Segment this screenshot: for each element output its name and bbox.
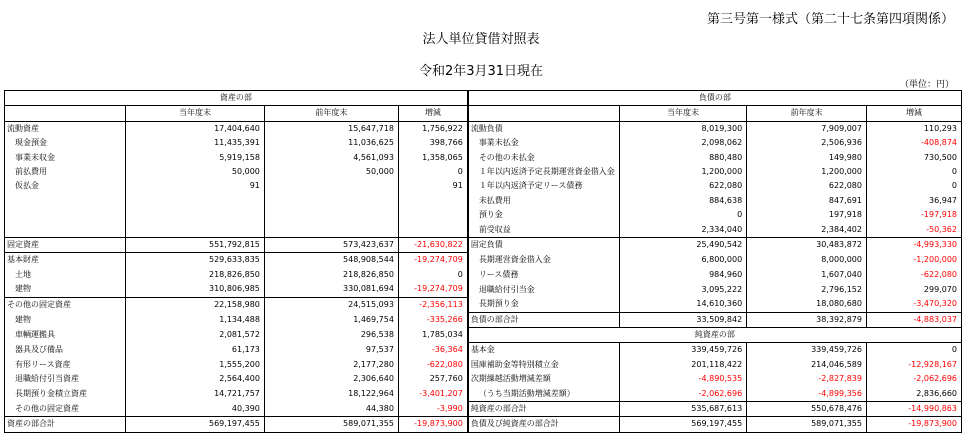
asset-change-cell: -3,990 <box>398 402 467 417</box>
asset-previous-year-cell: 44,380 <box>264 402 398 417</box>
asset-item-cell: 退職給付引当資産 <box>15 374 79 384</box>
liability-previous-year-cell: 622,080 <box>747 179 867 193</box>
table-row <box>5 328 962 343</box>
asset-current-year-cell: 11,435,391 <box>126 136 265 150</box>
net-assets-section-header: 純資産の部 <box>468 328 962 343</box>
liability-current-year-cell: 2,098,062 <box>619 136 746 150</box>
liability-current-year-cell: 984,960 <box>619 268 746 282</box>
asset-previous-year-cell: 2,177,280 <box>264 358 398 372</box>
asset-change-cell: -335,266 <box>398 312 467 327</box>
asset-change-cell <box>398 194 467 208</box>
asset-previous-year-cell: 2,306,640 <box>264 372 398 386</box>
liabilities-previous-year-header: 前年度末 <box>747 106 867 121</box>
liability-current-year-cell: 25,490,542 <box>619 238 746 253</box>
asset-change-cell: 0 <box>398 165 467 179</box>
liability-item-cell: 国庫補助金等特別積立金 <box>468 358 620 372</box>
liability-previous-year-cell: 2,384,402 <box>747 223 867 238</box>
asset-current-year-cell: 40,390 <box>126 402 265 417</box>
liability-change-cell: 730,500 <box>866 151 961 165</box>
asset-previous-year-cell: 296,538 <box>264 328 398 343</box>
asset-change-cell: -36,364 <box>398 343 467 358</box>
asset-previous-year-cell: 589,071,355 <box>264 417 398 432</box>
asset-change-cell: 1,785,034 <box>398 328 467 343</box>
table-row <box>5 136 962 150</box>
liability-current-year-cell: 8,019,300 <box>619 121 746 136</box>
liabilities-item-header <box>468 106 620 121</box>
table-row <box>5 402 962 417</box>
liability-previous-year-cell: 2,506,936 <box>747 136 867 150</box>
table-row <box>5 343 962 358</box>
report-date: 令和2年3月31日現在 <box>418 64 544 79</box>
table-row <box>5 312 962 327</box>
asset-item-cell <box>5 223 126 238</box>
asset-previous-year-cell <box>264 208 398 222</box>
asset-change-cell: -19,274,709 <box>398 253 467 268</box>
liability-current-year-cell: 6,800,000 <box>619 253 746 268</box>
asset-previous-year-cell: 18,122,964 <box>264 387 398 402</box>
asset-current-year-cell <box>126 223 265 238</box>
asset-previous-year-cell <box>264 223 398 238</box>
liability-item-cell: 前受収益 <box>468 223 620 238</box>
assets-change-header: 増減 <box>398 106 467 121</box>
table-row <box>5 194 962 208</box>
asset-item-cell: その他の固定資産 <box>15 403 79 413</box>
liability-item-cell: 基本金 <box>468 343 620 358</box>
liability-item-cell: 流動負債 <box>468 121 620 136</box>
asset-item-cell: 建物 <box>15 284 31 294</box>
liability-item-cell: 長期預り金 <box>468 297 620 312</box>
table-row <box>5 151 962 165</box>
assets-item-header <box>5 106 126 121</box>
table-row <box>5 208 962 222</box>
liability-change-cell: 299,070 <box>866 282 961 297</box>
asset-item-cell: 仮払金 <box>15 181 39 191</box>
liability-item-cell: 負債の部合計 <box>468 312 620 327</box>
asset-current-year-cell <box>126 208 265 222</box>
table-row <box>5 238 962 253</box>
asset-item-cell: 車輌運搬具 <box>15 330 55 339</box>
asset-change-cell: -2,356,113 <box>398 297 467 312</box>
liability-item-cell: 長期運営資金借入金 <box>468 253 620 268</box>
table-row <box>5 358 962 372</box>
table-row <box>5 121 962 136</box>
liability-previous-year-cell: 1,200,000 <box>747 165 867 179</box>
asset-current-year-cell: 1,134,488 <box>126 312 265 327</box>
liability-previous-year-cell: 339,459,726 <box>747 343 867 358</box>
liability-item-cell: 次期繰越活動増減差額 <box>468 372 620 386</box>
liability-change-cell: -12,928,167 <box>866 358 961 372</box>
asset-current-year-cell: 17,404,640 <box>126 121 265 136</box>
liability-current-year-cell: 622,080 <box>619 179 746 193</box>
liability-change-cell: -3,470,320 <box>866 297 961 312</box>
asset-change-cell: 1,358,065 <box>398 151 467 165</box>
liability-change-cell: -50,362 <box>866 223 961 238</box>
asset-current-year-cell: 1,555,200 <box>126 358 265 372</box>
liability-change-cell: -1,200,000 <box>866 253 961 268</box>
liability-item-cell: 固定負債 <box>468 238 620 253</box>
balance-sheet-table <box>4 90 962 433</box>
asset-current-year-cell: 2,564,400 <box>126 372 265 386</box>
liability-current-year-cell: 201,118,422 <box>619 358 746 372</box>
asset-current-year-cell: 61,173 <box>126 343 265 358</box>
asset-item-cell <box>5 194 126 208</box>
asset-current-year-cell: 310,806,985 <box>126 282 265 297</box>
table-row <box>5 387 962 402</box>
asset-item-cell: 器具及び備品 <box>15 345 63 355</box>
liability-current-year-cell: 33,509,842 <box>619 312 746 327</box>
liability-previous-year-cell: 2,796,152 <box>747 282 867 297</box>
asset-item-cell: 前払費用 <box>15 167 47 177</box>
asset-current-year-cell: 22,158,980 <box>126 297 265 312</box>
liability-item-cell: 退職給付引当金 <box>468 282 620 297</box>
liability-previous-year-cell: 149,980 <box>747 151 867 165</box>
asset-change-cell <box>398 208 467 222</box>
asset-change-cell: 257,760 <box>398 372 467 386</box>
asset-previous-year-cell: 218,826,850 <box>264 268 398 282</box>
asset-change-cell: -21,630,822 <box>398 238 467 253</box>
liabilities-change-header: 増減 <box>866 106 961 121</box>
liability-previous-year-cell: -2,827,839 <box>747 372 867 386</box>
liability-item-cell: 純資産の部合計 <box>468 402 620 417</box>
table-row <box>5 417 962 432</box>
asset-change-cell: 1,756,922 <box>398 121 467 136</box>
liability-previous-year-cell: 214,046,589 <box>747 358 867 372</box>
liability-change-cell: -622,080 <box>866 268 961 282</box>
asset-previous-year-cell <box>264 194 398 208</box>
liability-current-year-cell: 14,610,360 <box>619 297 746 312</box>
liability-change-cell: 0 <box>866 179 961 193</box>
asset-current-year-cell: 5,919,158 <box>126 151 265 165</box>
liability-change-cell: -4,993,330 <box>866 238 961 253</box>
liability-item-cell: 預り金 <box>468 208 620 222</box>
asset-previous-year-cell: 15,647,718 <box>264 121 398 136</box>
liability-item-cell: １年以内返済予定リース債務 <box>468 179 620 193</box>
asset-current-year-cell: 91 <box>126 179 265 193</box>
table-row <box>5 253 962 268</box>
table-row <box>5 268 962 282</box>
asset-change-cell: 0 <box>398 268 467 282</box>
asset-previous-year-cell: 573,423,637 <box>264 238 398 253</box>
liability-change-cell: 110,293 <box>866 121 961 136</box>
liability-previous-year-cell: 1,607,040 <box>747 268 867 282</box>
liability-previous-year-cell: 30,483,872 <box>747 238 867 253</box>
liability-previous-year-cell: 589,071,355 <box>747 417 867 432</box>
asset-previous-year-cell: 4,561,093 <box>264 151 398 165</box>
page-title: 法人単位貸借対照表 <box>422 32 540 47</box>
liabilities-current-year-header: 当年度末 <box>619 106 746 121</box>
asset-current-year-cell: 218,826,850 <box>126 268 265 282</box>
liability-current-year-cell: 880,480 <box>619 151 746 165</box>
liability-current-year-cell: 0 <box>619 208 746 222</box>
table-row <box>5 282 962 297</box>
liability-current-year-cell: 3,095,222 <box>619 282 746 297</box>
asset-previous-year-cell: 24,515,093 <box>264 297 398 312</box>
liability-item-cell: （うち当期活動増減差額） <box>468 387 620 402</box>
liability-item-cell: その他の未払金 <box>468 151 620 165</box>
asset-item-cell: 現金預金 <box>15 138 47 148</box>
asset-item-cell: その他の固定資産 <box>5 297 126 312</box>
liability-previous-year-cell: 847,691 <box>747 194 867 208</box>
table-row <box>5 372 962 386</box>
assets-current-year-header: 当年度末 <box>126 106 265 121</box>
liability-change-cell: 0 <box>866 165 961 179</box>
asset-current-year-cell: 551,792,815 <box>126 238 265 253</box>
table-row <box>5 223 962 238</box>
asset-change-cell: 398,766 <box>398 136 467 150</box>
liability-item-cell: １年以内返済予定長期運営資金借入金 <box>468 165 620 179</box>
liability-current-year-cell: 569,197,455 <box>619 417 746 432</box>
liability-current-year-cell: -4,890,535 <box>619 372 746 386</box>
unit-label: （単位：円） <box>899 80 954 90</box>
liability-change-cell: 36,947 <box>866 194 961 208</box>
liability-current-year-cell: 1,200,000 <box>619 165 746 179</box>
asset-item-cell: 土地 <box>15 269 31 279</box>
liability-previous-year-cell: -4,899,356 <box>747 387 867 402</box>
assets-section-header: 資産の部 <box>5 91 468 106</box>
balance-sheet <box>4 90 962 433</box>
liability-change-cell: -19,873,900 <box>866 417 961 432</box>
asset-item-cell: 流動資産 <box>5 121 126 136</box>
liability-current-year-cell: -2,062,696 <box>619 387 746 402</box>
asset-item-cell <box>5 208 126 222</box>
liability-change-cell: -408,874 <box>866 136 961 150</box>
asset-change-cell <box>398 223 467 238</box>
asset-change-cell: 91 <box>398 179 467 193</box>
asset-item-cell: 事業未収金 <box>15 152 55 162</box>
asset-change-cell: -19,274,709 <box>398 282 467 297</box>
asset-item-cell: 固定資産 <box>5 238 126 253</box>
asset-item-cell: 有形リース資産 <box>15 359 71 369</box>
liability-item-cell: 事業未払金 <box>468 136 620 150</box>
asset-current-year-cell: 50,000 <box>126 165 265 179</box>
column-header-row <box>5 106 962 121</box>
liability-change-cell: -14,990,863 <box>866 402 961 417</box>
liability-current-year-cell: 2,334,040 <box>619 223 746 238</box>
liability-item-cell: 負債及び純資産の部合計 <box>468 417 620 432</box>
asset-previous-year-cell: 11,036,625 <box>264 136 398 150</box>
asset-previous-year-cell: 330,081,694 <box>264 282 398 297</box>
liability-previous-year-cell: 18,080,680 <box>747 297 867 312</box>
liability-current-year-cell: 884,638 <box>619 194 746 208</box>
liability-change-cell: 2,836,660 <box>866 387 961 402</box>
liability-previous-year-cell: 38,392,879 <box>747 312 867 327</box>
liability-change-cell: -4,883,037 <box>866 312 961 327</box>
asset-change-cell: -19,873,900 <box>398 417 467 432</box>
asset-previous-year-cell: 548,908,544 <box>264 253 398 268</box>
asset-current-year-cell: 529,633,835 <box>126 253 265 268</box>
liability-item-cell: 未払費用 <box>468 194 620 208</box>
liability-change-cell: -197,918 <box>866 208 961 222</box>
asset-previous-year-cell: 50,000 <box>264 165 398 179</box>
table-row <box>5 297 962 312</box>
liability-item-cell: リース債務 <box>468 268 620 282</box>
liability-current-year-cell: 535,687,613 <box>619 402 746 417</box>
asset-current-year-cell <box>126 194 265 208</box>
asset-current-year-cell: 14,721,757 <box>126 387 265 402</box>
liability-previous-year-cell: 197,918 <box>747 208 867 222</box>
asset-current-year-cell: 2,081,572 <box>126 328 265 343</box>
asset-item-cell: 基本財産 <box>5 253 126 268</box>
form-label: 第三号第一様式（第二十七条第四項関係） <box>706 12 954 27</box>
liability-change-cell: -2,062,696 <box>866 372 961 386</box>
assets-previous-year-header: 前年度末 <box>264 106 398 121</box>
asset-item-cell: 資産の部合計 <box>5 417 126 432</box>
asset-item-cell: 建物 <box>15 314 31 324</box>
liability-current-year-cell: 339,459,726 <box>619 343 746 358</box>
asset-change-cell: -622,080 <box>398 358 467 372</box>
liability-previous-year-cell: 8,000,000 <box>747 253 867 268</box>
asset-current-year-cell: 569,197,455 <box>126 417 265 432</box>
liability-change-cell: 0 <box>866 343 961 358</box>
asset-item-cell: 長期預り金積立資産 <box>15 388 87 398</box>
section-header-row <box>5 91 962 106</box>
asset-previous-year-cell <box>264 179 398 193</box>
liability-previous-year-cell: 550,678,476 <box>747 402 867 417</box>
asset-change-cell: -3,401,207 <box>398 387 467 402</box>
asset-previous-year-cell: 97,537 <box>264 343 398 358</box>
liability-previous-year-cell: 7,909,007 <box>747 121 867 136</box>
liabilities-section-header: 負債の部 <box>468 91 962 106</box>
asset-previous-year-cell: 1,469,754 <box>264 312 398 327</box>
table-row <box>5 165 962 179</box>
table-row <box>5 179 962 193</box>
